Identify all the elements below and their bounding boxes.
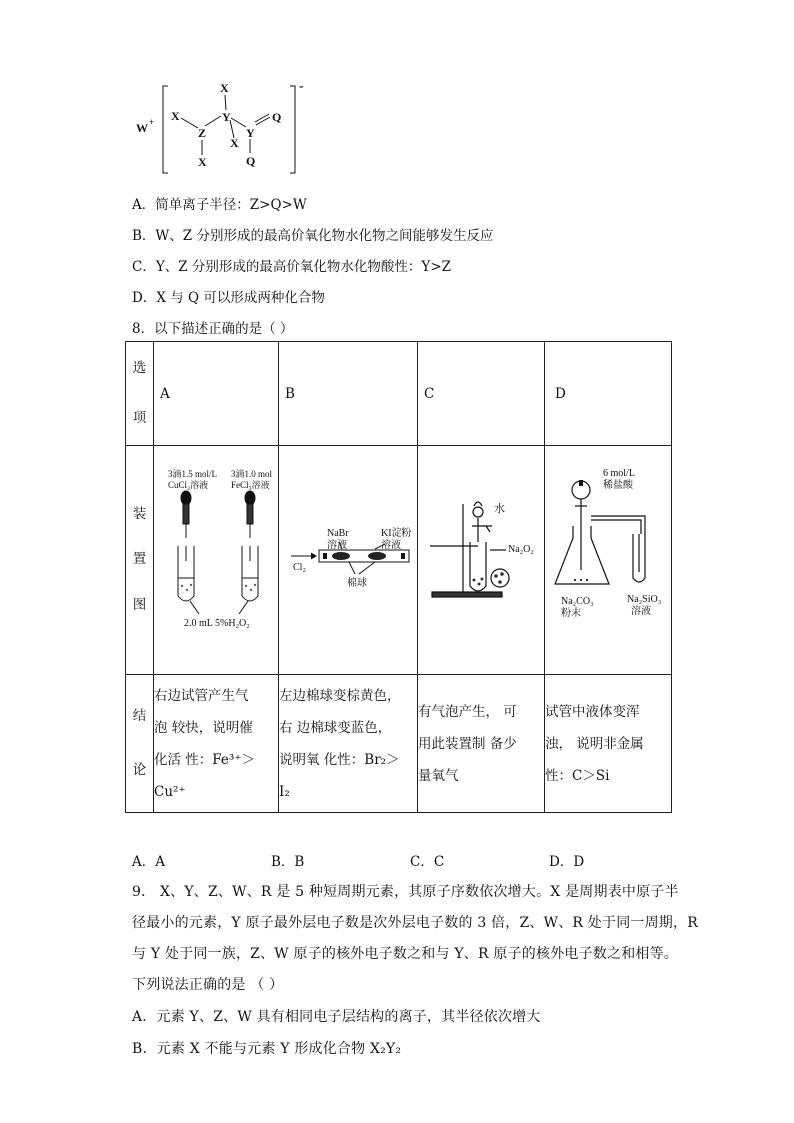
q8-answer-b: B．B bbox=[271, 854, 305, 870]
bond bbox=[225, 95, 226, 110]
svg-text:CuCl₂溶液: CuCl₂溶液 bbox=[168, 480, 209, 490]
svg-text:溶液: 溶液 bbox=[631, 606, 651, 617]
svg-text:6 mol/L: 6 mol/L bbox=[603, 468, 635, 479]
apparatus-d bbox=[545, 446, 672, 675]
q7-option-b: B．W、Z 分别形成的最高价氧化物水化物之间能够发生反应 bbox=[132, 228, 494, 244]
q9-option-b: B．元素 X 不能与元素 Y 形成化合物 X₂Y₂ bbox=[132, 1041, 402, 1057]
q8-stem: 8．以下描述正确的是（ ） bbox=[132, 321, 294, 337]
atom-x3: X bbox=[198, 155, 207, 169]
atom-w: W bbox=[136, 121, 148, 135]
q7-option-a: A．简单离子半径：Z>Q>W bbox=[132, 197, 307, 213]
svg-text:Cl₂: Cl₂ bbox=[293, 562, 306, 573]
atom-x4: X bbox=[230, 136, 239, 150]
column-d-header: D bbox=[545, 342, 672, 446]
svg-text:水: 水 bbox=[494, 503, 505, 515]
q8-answer-d: D．D bbox=[549, 854, 585, 870]
atom-y2: Y bbox=[246, 126, 255, 140]
svg-text:NaBr: NaBr bbox=[327, 528, 349, 539]
svg-text:溶液: 溶液 bbox=[381, 540, 401, 551]
anion-charge: - bbox=[299, 79, 304, 94]
svg-text:Na₂CO₃: Na₂CO₃ bbox=[561, 596, 594, 607]
svg-text:稀盐酸: 稀盐酸 bbox=[603, 480, 633, 491]
apparatus-d-svg bbox=[545, 446, 671, 674]
row-label-apparatus: 装 置 图 bbox=[126, 446, 154, 675]
atom-q2: Q bbox=[246, 154, 256, 168]
column-b-header: B bbox=[279, 342, 418, 446]
svg-text:粉末: 粉末 bbox=[561, 608, 581, 619]
svg-text:Na₂SiO₃: Na₂SiO₃ bbox=[627, 594, 662, 605]
right-bracket bbox=[290, 86, 295, 173]
bond bbox=[231, 118, 246, 127]
q8-answer-a: A．A bbox=[132, 854, 165, 870]
svg-text:3滴1.0 mol: 3滴1.0 mol bbox=[231, 469, 273, 479]
bond bbox=[256, 117, 270, 125]
q7-option-d: D．X 与 Q 可以形成两种化合物 bbox=[132, 290, 325, 306]
column-c-header: C bbox=[418, 342, 545, 446]
conclusion-b: 左边棉球变棕黄色， 右 边棉球变蓝色， 说明氧 化性：Br₂＞ I₂ bbox=[279, 675, 418, 813]
atom-z: Z bbox=[198, 126, 207, 140]
q9-line-3: 与 Y 处于同一族，Z、W 原子的核外电子数之和与 Y、R 原子的核外电子数之和相等。 bbox=[132, 946, 678, 962]
row-label-option: 选 项 bbox=[126, 342, 154, 446]
q8-options-table bbox=[125, 341, 672, 813]
row-label-conclusion: 结 论 bbox=[126, 675, 154, 813]
conclusion-d: 试管中液体变浑 浊， 说明非金属 性：C＞Si bbox=[545, 675, 672, 813]
bond bbox=[255, 114, 269, 122]
apparatus-b-svg bbox=[279, 446, 417, 674]
q9-line-4: 下列说法正确的是 （ ） bbox=[132, 977, 284, 993]
svg-text:棉球: 棉球 bbox=[347, 578, 367, 589]
atom-q1: Q bbox=[272, 110, 282, 124]
svg-text:KI淀粉: KI淀粉 bbox=[381, 528, 412, 539]
bond bbox=[205, 116, 221, 126]
q7-option-c: C．Y、Z 分别形成的最高价氧化物水化物酸性：Y>Z bbox=[132, 259, 452, 275]
q9-line-1: 9． X、Y、Z、W、R 是 5 种短周期元素，其原子序数依次增大。X 是周期表中原子半 bbox=[132, 884, 679, 900]
structure-svg bbox=[130, 78, 310, 178]
conclusion-a: 右边试管产生气 泡 较快，说明催 化活 性：Fe³⁺＞ Cu²⁺ bbox=[154, 675, 279, 813]
atom-y1: Y bbox=[222, 110, 231, 124]
q9-option-a: A．元素 Y、Z、W 具有相同电子层结构的离子，其半径依次增大 bbox=[132, 1009, 541, 1025]
svg-text:Na₂O₂: Na₂O₂ bbox=[508, 544, 534, 555]
cation-charge: + bbox=[149, 117, 155, 127]
atom-x1: X bbox=[171, 109, 180, 123]
apparatus-a-svg bbox=[154, 446, 278, 674]
svg-text:FeCl₃溶液: FeCl₃溶液 bbox=[231, 480, 270, 490]
column-a-header: A bbox=[154, 342, 279, 446]
apparatus-c-svg bbox=[418, 446, 544, 674]
atom-x2: X bbox=[220, 81, 229, 95]
apparatus-b bbox=[279, 446, 418, 675]
apparatus-c bbox=[418, 446, 545, 675]
svg-text:溶液: 溶液 bbox=[327, 540, 347, 551]
svg-text:3滴1.5 mol/L: 3滴1.5 mol/L bbox=[168, 469, 217, 479]
apparatus-a bbox=[154, 446, 279, 675]
structure-formula bbox=[130, 78, 310, 178]
q8-answer-c: C．C bbox=[410, 854, 445, 870]
bond bbox=[181, 118, 198, 128]
q9-line-2: 径最小的元素，Y 原子最外层电子数是次外层电子数的 3 倍，Z、W、R 处于同一周期，R bbox=[132, 915, 698, 931]
conclusion-c: 有气泡产生， 可 用此装置制 备少 量氧气 bbox=[418, 675, 545, 813]
svg-text:2.0 mL 5%H₂O₂: 2.0 mL 5%H₂O₂ bbox=[184, 618, 250, 629]
left-bracket bbox=[163, 86, 168, 173]
